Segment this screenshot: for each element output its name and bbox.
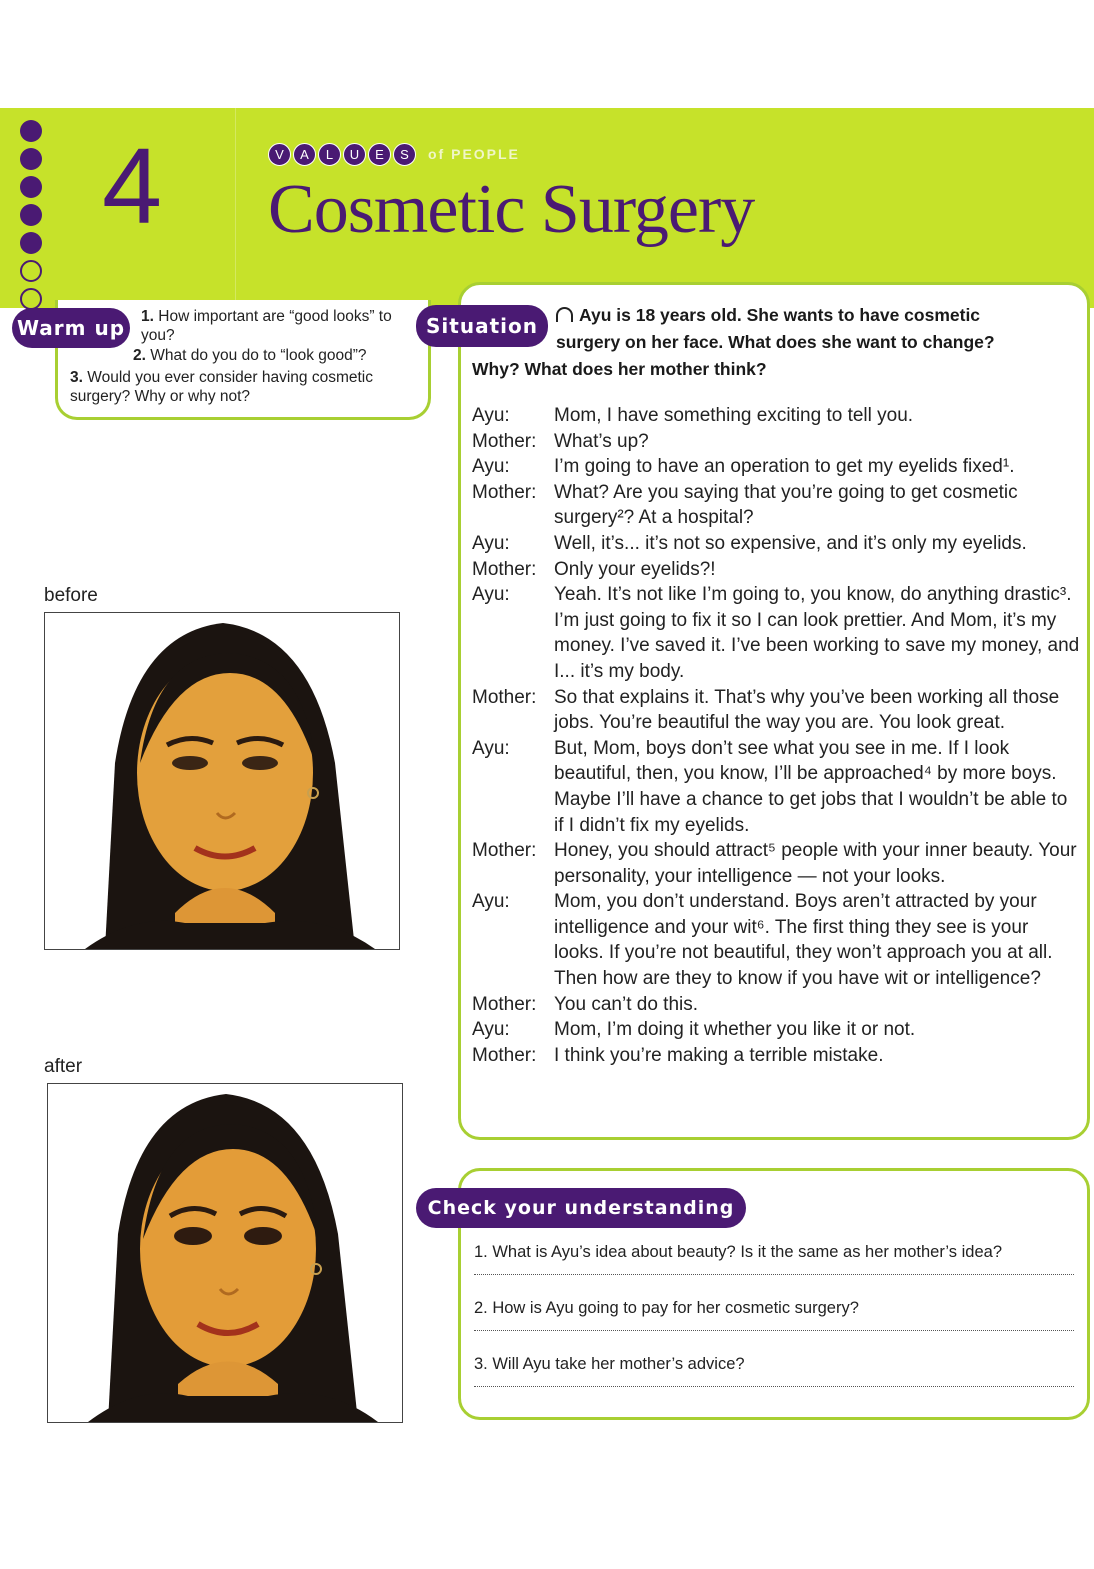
answer-line[interactable] xyxy=(474,1330,1074,1331)
series-suffix: of PEOPLE xyxy=(428,146,520,162)
check-question-1: 1. What is Ayu’s idea about beauty? Is it the same as her mother’s idea? xyxy=(474,1243,1074,1275)
series-title xyxy=(268,142,520,166)
dialogue-line: Mother: Honey, you should attract⁵ people with your inner beauty. Your personality, your intelligence — not your looks. xyxy=(472,840,1077,887)
before-label: before xyxy=(44,585,98,606)
check-question-2: 2. How is Ayu going to pay for her cosmetic surgery? xyxy=(474,1299,1074,1331)
dialogue-line: Mother: You can’t do this. xyxy=(472,993,699,1015)
dialogue xyxy=(472,403,1082,1068)
series-letter: U xyxy=(343,143,366,166)
progress-dots xyxy=(20,120,48,316)
after-photo xyxy=(47,1083,403,1423)
dialogue-line: Mother: What? Are you saying that you’re going to get cosmetic surgery²? At a hospital? xyxy=(472,481,1018,529)
dialogue-line: Ayu: Mom, I’m doing it whether you like it or not. xyxy=(472,1019,916,1041)
before-photo xyxy=(44,612,400,950)
after-label: after xyxy=(44,1056,83,1077)
series-letter: S xyxy=(393,143,416,166)
warm-up-question-3: 3. Would you ever consider having cosmetic surgery? Why or why not? xyxy=(70,369,373,405)
answer-line[interactable] xyxy=(474,1274,1074,1275)
series-letter: V xyxy=(268,143,291,166)
dialogue-line: Ayu: Yeah. It’s not like I’m going to, you know, do anything drastic³. I’m just going to fix it so I can look prettier. And Mom, it’s my money. I’ve saved it. I’ve been working to save my money, and I... it’s my body. xyxy=(472,584,1080,682)
dialogue-line: Mother: I think you’re making a terrible mistake. xyxy=(472,1044,884,1066)
dialogue-line: Ayu: I’m going to have an operation to get my eyelids fixed¹. xyxy=(472,456,1015,478)
situation-intro: Ayu is 18 years old. She wants to have cosmetic surgery on her face. What does she want to change? Why? What does her mother think? xyxy=(472,305,995,379)
warm-up-question-1: 1. How important are “good looks” to you? xyxy=(141,308,392,344)
dialogue-line: Mother: Only your eyelids?! xyxy=(472,558,716,580)
dialogue-line: Ayu: Well, it’s... it’s not so expensive, and it’s only my eyelids. xyxy=(472,532,1027,554)
situation-label: Situation xyxy=(416,305,548,347)
answer-line[interactable] xyxy=(474,1386,1074,1387)
dialogue-line: Mother: What’s up? xyxy=(472,430,649,452)
warm-up-label: Warm up xyxy=(12,308,130,348)
headphones-icon xyxy=(556,307,573,322)
check-label: Check your understanding xyxy=(416,1188,746,1228)
dialogue-line: Ayu: But, Mom, boys don’t see what you see in me. If I look beautiful, then, you know, I’ll be approached⁴ by more boys. Maybe I’ll have a chance to get jobs that I wouldn’t be able to if I didn’t fix my eyelids. xyxy=(472,737,1068,836)
series-letter: E xyxy=(368,143,391,166)
unit-number: 4 xyxy=(102,125,163,246)
warm-up-question-2: 2. What do you do to “look good”? xyxy=(133,347,367,364)
series-letter: A xyxy=(293,143,316,166)
dialogue-line: Ayu: Mom, you don’t understand. Boys aren’t attracted by your intelligence and your wit⁶. The first thing they see is your looks. If you’re not beautiful, they won’t approach you at all. Then how are they to know if you have wit or intelligence? xyxy=(472,891,1053,990)
check-question-3: 3. Will Ayu take her mother’s advice? xyxy=(474,1355,1074,1387)
series-letter: L xyxy=(318,143,341,166)
dialogue-line: Ayu: Mom, I have something exciting to tell you. xyxy=(472,405,914,426)
page-title: Cosmetic Surgery xyxy=(268,171,755,248)
dialogue-line: Mother: So that explains it. That’s why you’ve been working all those jobs. You’re beautiful the way you are. You look great. xyxy=(472,686,1060,734)
